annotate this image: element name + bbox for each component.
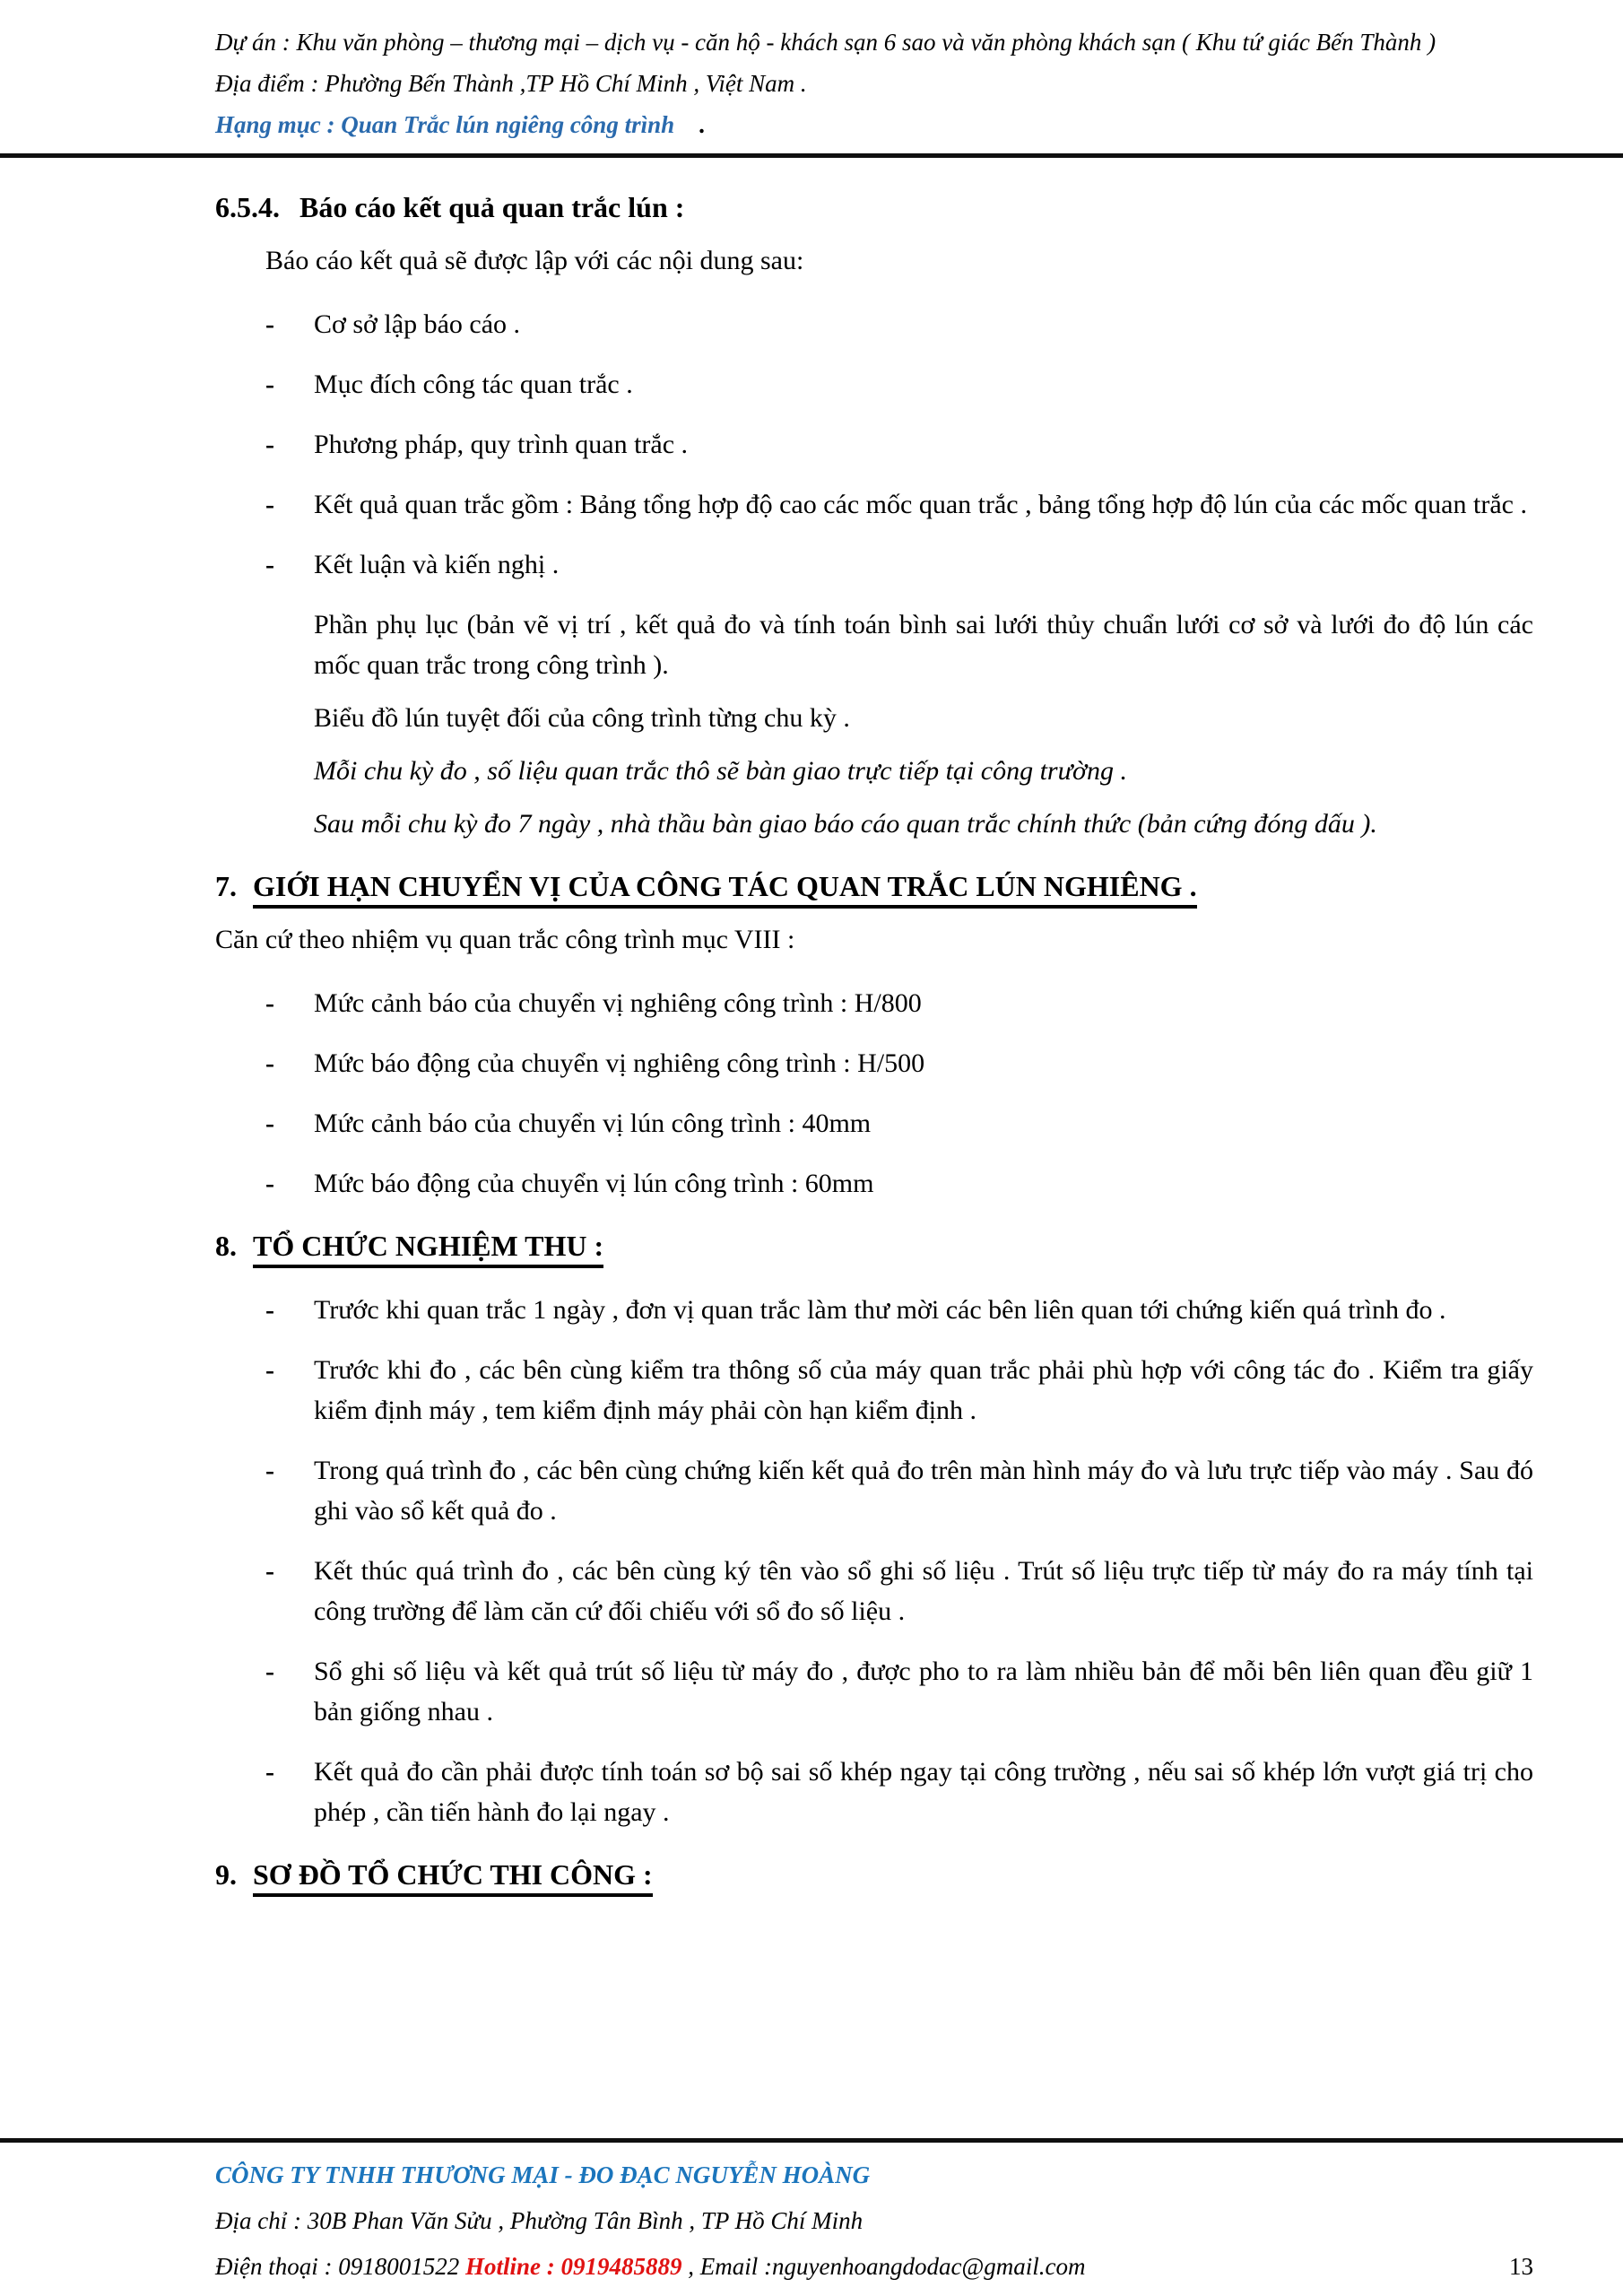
bullet-dash: - [265, 1556, 274, 1586]
bullet-text: Kết quả quan trắc gồm : Bảng tổng hợp độ cao các mốc quan trắc , bảng tổng hợp độ lún của các mốc quan trắc . [314, 490, 1527, 519]
footer-contact-text [215, 2247, 1086, 2287]
list-item [265, 1043, 1533, 1083]
section-7-heading [215, 865, 1533, 907]
bullet-dash: - [265, 1355, 274, 1385]
bullet-text: Trước khi đo , các bên cùng kiểm tra thông số của máy quan trắc phải phù hợp với công tác đo . Kiểm tra giấy kiểm định máy , tem kiểm định máy phải còn hạn kiểm định . [314, 1355, 1533, 1425]
bullet-text: Mức cảnh báo của chuyển vị nghiêng công trình : H/800 [314, 988, 922, 1018]
list-item [265, 484, 1533, 525]
page-footer [0, 2138, 1623, 2287]
chart-paragraph: Biểu đồ lún tuyệt đối của công trình từng chu kỳ . [314, 703, 850, 733]
header-location-line: Địa điểm : Phường Bến Thành ,TP Hồ Chí Minh , Việt Nam . [215, 70, 807, 97]
section-8-bullet-list [215, 1290, 1533, 1832]
footer-address: Địa chỉ : 30B Phan Văn Sửu , Phường Tân Bình , TP Hồ Chí Minh [215, 2207, 864, 2234]
list-item [265, 544, 1533, 585]
bullet-dash: - [265, 1456, 274, 1485]
bullet-dash: - [265, 1048, 274, 1078]
section-654-title: Báo cáo kết quả quan trắc lún : [299, 191, 685, 223]
bullet-dash: - [265, 1109, 274, 1138]
section-7-bullet-list [215, 983, 1533, 1204]
bullet-dash: - [265, 370, 274, 399]
footer-contact-line [215, 2247, 1533, 2287]
section-9-heading [215, 1854, 1533, 1895]
bullet-text: Phương pháp, quy trình quan trắc . [314, 430, 689, 459]
footer-body [0, 2143, 1623, 2287]
section-654-heading [215, 187, 1533, 228]
header-category-period: . [699, 111, 706, 138]
bullet-text: Kết thúc quá trình đo , các bên cùng ký tên vào sổ ghi số liệu . Trút số liệu trực tiếp từ máy đo ra máy tính tại công trường để làm căn cứ đối chiếu với sổ đo số liệu . [314, 1556, 1533, 1626]
list-item [265, 1350, 1533, 1431]
page-number: 13 [1509, 2253, 1533, 2280]
section-7-intro: Căn cứ theo nhiệm vụ quan trắc công trình mục VIII : [215, 925, 795, 954]
bullet-dash: - [265, 1757, 274, 1787]
section-654-intro: Báo cáo kết quả sẽ được lập với các nội dung sau: [265, 246, 804, 275]
report-note-paragraph: Sau mỗi chu kỳ đo 7 ngày , nhà thầu bàn giao báo cáo quan trắc chính thức (bản cứng đóng dấu ). [314, 809, 1377, 839]
list-item [265, 424, 1533, 465]
bullet-text: Kết quả đo cần phải được tính toán sơ bộ sai số khép ngay tại công trường , nếu sai số khép lớn vượt giá trị cho phép , cần tiến hành đo lại ngay . [314, 1757, 1533, 1827]
section-654-bullet-list [215, 304, 1533, 585]
bullet-dash: - [265, 1169, 274, 1198]
list-item [265, 983, 1533, 1023]
section-7-title: GIỚI HẠN CHUYỂN VỊ CỦA CÔNG TÁC QUAN TRẮC LÚN NGHIÊNG . [253, 870, 1197, 909]
list-item [265, 1450, 1533, 1531]
bullet-dash: - [265, 1295, 274, 1325]
footer-hotline: Hotline : 0919485889 [464, 2253, 682, 2280]
bullet-text: Mục đích công tác quan trắc . [314, 370, 633, 399]
section-9-title: SƠ ĐỒ TỔ CHỨC THI CÔNG : [253, 1858, 653, 1897]
header-category-text: Hạng mục : Quan Trắc lún ngiêng công trình [215, 111, 675, 138]
section-9-number: 9. [215, 1858, 237, 1891]
footer-phone: Điện thoại : 0918001522 [215, 2253, 465, 2280]
list-item [265, 1551, 1533, 1631]
bullet-text: Mức báo động của chuyển vị nghiêng công trình : H/500 [314, 1048, 925, 1078]
list-item [265, 1651, 1533, 1732]
page-header [0, 0, 1623, 145]
section-8-title: TỔ CHỨC NGHIỆM THU : [253, 1230, 603, 1268]
bullet-text: Trước khi quan trắc 1 ngày , đơn vị quan trắc làm thư mời các bên liên quan tới chứng kiến quá trình đo . [314, 1295, 1446, 1325]
bullet-dash: - [265, 430, 274, 459]
list-item [265, 304, 1533, 344]
list-item [265, 1290, 1533, 1330]
section-8-heading [215, 1225, 1533, 1266]
bullet-dash: - [265, 490, 274, 519]
bullet-text: Mức cảnh báo của chuyển vị lún công trình : 40mm [314, 1109, 872, 1138]
bullet-dash: - [265, 988, 274, 1018]
document-body [0, 158, 1623, 1895]
list-item [265, 1163, 1533, 1204]
bullet-text: Mức báo động của chuyển vị lún công trình : 60mm [314, 1169, 874, 1198]
bullet-dash: - [265, 550, 274, 579]
bullet-dash: - [265, 309, 274, 339]
list-item [265, 1752, 1533, 1832]
bullet-text: Trong quá trình đo , các bên cùng chứng kiến kết quả đo trên màn hình máy đo và lưu trực tiếp vào máy . Sau đó ghi vào sổ kết quả đo . [314, 1456, 1533, 1526]
bullet-text: Sổ ghi số liệu và kết quả trút số liệu từ máy đo , được pho to ra làm nhiều bản để mỗi bên liên quan đều giữ 1 bản giống nhau . [314, 1657, 1533, 1726]
footer-email: , Email :nguyenhoangdodac@gmail.com [681, 2253, 1086, 2280]
bullet-text: Kết luận và kiến nghị . [314, 550, 560, 579]
appendix-paragraph: Phần phụ lục (bản vẽ vị trí , kết quả đo và tính toán bình sai lưới thủy chuẩn lưới cơ sở và lưới đo độ lún các mốc quan trắc trong công trình ). [314, 610, 1533, 680]
footer-company-name: CÔNG TY TNHH THƯƠNG MẠI - ĐO ĐẠC NGUYỄN HOÀNG [215, 2161, 871, 2188]
section-654-number: 6.5.4. [215, 191, 280, 223]
list-item [265, 364, 1533, 404]
bullet-dash: - [265, 1657, 274, 1686]
bullet-text: Cơ sở lập báo cáo . [314, 309, 521, 339]
section-7-number: 7. [215, 870, 237, 902]
header-project-line: Dự án : Khu văn phòng – thương mại – dịch vụ - căn hộ - khách sạn 6 sao và văn phòng khách sạn ( Khu tứ giác Bến Thành ) [215, 29, 1436, 56]
cycle-note-paragraph: Mỗi chu kỳ đo , số liệu quan trắc thô sẽ bàn giao trực tiếp tại công trường . [314, 756, 1127, 786]
list-item [265, 1103, 1533, 1144]
section-8-number: 8. [215, 1230, 237, 1262]
header-category-line [215, 104, 1533, 145]
